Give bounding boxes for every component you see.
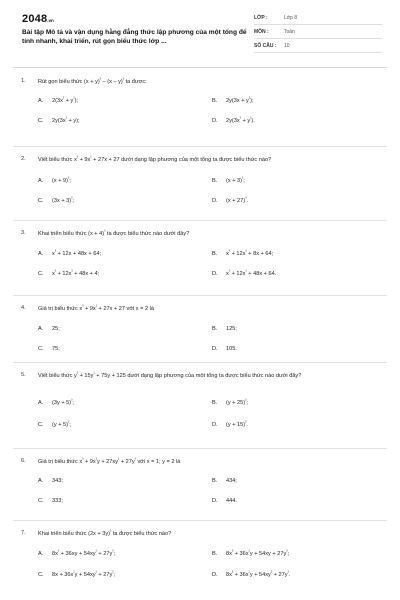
- answer-option-a[interactable]: [38, 251, 101, 257]
- meta-row-class: [254, 11, 382, 25]
- option-text: $(3y + 5)^{^3}$;: [52, 398, 74, 406]
- question-stem: Giá trị biểu thức $x^{^3} + 9x^{^2}y + 27xy^{^2} + 27y^{^3}$ với x = 1; y = 2 là: [38, 457, 181, 465]
- answer-option-b[interactable]: [212, 551, 289, 557]
- answer-option-d[interactable]: [212, 346, 237, 352]
- answer-option-d[interactable]: [212, 198, 248, 204]
- question-number: 2.: [21, 156, 26, 162]
- option-key: A.: [38, 98, 44, 104]
- brand-logo[interactable]: [22, 13, 54, 25]
- option-text: $8x^{^3} + 36x^{^2}y + 54xy^{^2} + 27y^{^3}$.: [226, 570, 291, 578]
- answer-option-c[interactable]: [38, 271, 99, 277]
- option-text: $2y(3x^{^2} + y)$;: [52, 116, 80, 124]
- option-text: 75;: [52, 346, 60, 352]
- option-text: $x^{^3} + 12x^{^2} + 8x + 64$;: [226, 249, 274, 257]
- option-text: $(y + 15)^{^3}$.: [226, 420, 248, 428]
- question-number: 5.: [21, 372, 26, 378]
- question-stem: Giá trị biểu thức $x^{^3} + 9x^{^2} + 27x + 27$ với x = 2 là: [38, 304, 154, 312]
- answer-option-c[interactable]: [38, 572, 115, 578]
- option-key: B.: [212, 98, 218, 104]
- option-key: B.: [212, 400, 218, 406]
- brand-name: 2048: [22, 13, 48, 25]
- question-stem: Rút gọn biểu thức $(x + y)^{^3} - (x - y)^{^3}$ ta được:: [38, 77, 147, 85]
- option-text: 125;: [226, 326, 237, 332]
- question-number: 1.: [21, 78, 26, 84]
- option-text: $(x + 27)^{^3}$.: [226, 196, 248, 204]
- header-divider: [13, 67, 387, 68]
- meta-box: [254, 11, 382, 53]
- option-text: $(3x + 3)^{^3}$;: [52, 196, 74, 204]
- answer-option-c[interactable]: [38, 346, 60, 352]
- option-key: C.: [38, 118, 44, 124]
- option-text: $(x + 3)^{^3}$;: [226, 176, 245, 184]
- answer-option-b[interactable]: [212, 98, 254, 104]
- answer-option-d[interactable]: [212, 422, 248, 428]
- answer-option-d[interactable]: [212, 572, 290, 578]
- option-key: A.: [38, 251, 44, 257]
- answer-option-b[interactable]: [212, 478, 237, 484]
- answer-option-d[interactable]: [212, 271, 276, 277]
- option-key: A.: [38, 400, 44, 406]
- question-stem: Viết biểu thức $y^{^3} + 15y^{^2} + 75y + 125$ dưới dạng lập phương của một tổng ta được biểu thức nào dưới đây?: [38, 371, 302, 379]
- option-text: $(x + 9)^{^3}$;: [52, 176, 71, 184]
- answer-option-a[interactable]: [38, 98, 78, 104]
- answer-option-b[interactable]: [212, 326, 237, 332]
- answer-option-a[interactable]: [38, 478, 63, 484]
- answer-option-b[interactable]: [212, 178, 245, 184]
- option-key: D.: [212, 422, 218, 428]
- option-text: 444.: [226, 498, 237, 504]
- option-key: D.: [212, 498, 218, 504]
- question-stem: Khai triển biểu thức $(x + 4)^{^3}$ ta được biểu thức nào dưới đây?: [38, 229, 190, 237]
- question-divider: [13, 220, 387, 221]
- option-key: B.: [212, 178, 218, 184]
- meta-row-subject: [254, 25, 382, 39]
- option-text: $2(3x^{^2} + y^{^2})$;: [52, 96, 79, 104]
- option-key: D.: [212, 118, 218, 124]
- meta-value: 10: [284, 43, 290, 49]
- option-key: C.: [38, 422, 44, 428]
- option-key: A.: [38, 551, 44, 557]
- answer-option-a[interactable]: [38, 551, 115, 557]
- answer-option-b[interactable]: [212, 251, 273, 257]
- option-text: $x^{^3} + 12x + 48x + 64$;: [52, 249, 102, 257]
- page-header: [0, 0, 400, 66]
- option-text: $x^{^3} + 12x^{^2} + 48x + 4$;: [52, 269, 100, 277]
- answer-option-a[interactable]: [38, 326, 60, 332]
- option-key: B.: [212, 251, 218, 257]
- option-key: D.: [212, 198, 218, 204]
- option-key: C.: [38, 271, 44, 277]
- option-text: 434;: [226, 478, 237, 484]
- question-divider: [13, 448, 387, 449]
- answer-option-c[interactable]: [38, 422, 71, 428]
- option-text: 105.: [226, 346, 237, 352]
- answer-option-d[interactable]: [212, 118, 255, 124]
- answer-option-a[interactable]: [38, 178, 71, 184]
- question-divider: [13, 520, 387, 521]
- option-key: C.: [38, 572, 44, 578]
- question-number: 7.: [21, 530, 26, 536]
- option-key: D.: [212, 271, 218, 277]
- option-text: $(y + 5)^{^3}$;: [52, 420, 71, 428]
- option-text: $(y + 25)^{^3}$;: [226, 398, 248, 406]
- meta-label: SỐ CÂU :: [254, 43, 277, 49]
- question-divider: [13, 146, 387, 147]
- meta-label: MÔN :: [254, 29, 269, 35]
- question-stem: Khai triển biểu thức $(2x + 3y)^{^3}$ ta được biểu thức nào?: [38, 529, 172, 537]
- option-text: $8x^{^3} + 36x^{^2}y + 54xy + 27y^{^3}$;: [226, 549, 290, 557]
- option-key: C.: [38, 346, 44, 352]
- question-divider: [13, 295, 387, 296]
- option-text: 343;: [52, 478, 63, 484]
- answer-option-a[interactable]: [38, 400, 74, 406]
- option-key: C.: [38, 498, 44, 504]
- option-text: 25;: [52, 326, 60, 332]
- brand-suffix: .vn: [47, 18, 54, 23]
- question-stem: Viết biểu thức $x^{^3} + 9x^{^2} + 27x + 27$ dưới dạng lập phương của một tổng ta được biểu thức nào?: [38, 155, 272, 163]
- answer-option-c[interactable]: [38, 118, 80, 124]
- option-key: A.: [38, 326, 44, 332]
- option-key: C.: [38, 198, 44, 204]
- option-text: $8x + 36x^{^2}y + 54xy^{^2} + 27y^{^3}$;: [52, 570, 116, 578]
- option-key: A.: [38, 478, 44, 484]
- option-key: D.: [212, 346, 218, 352]
- question-divider: [13, 362, 387, 363]
- option-key: B.: [212, 551, 218, 557]
- meta-value: Toán: [284, 29, 295, 35]
- meta-label: LỚP :: [254, 15, 268, 21]
- meta-row-count: [254, 39, 382, 53]
- option-text: $2y(3x^{^2} + y^{^2})$.: [226, 116, 255, 124]
- question-number: 3.: [21, 230, 26, 236]
- meta-value: Lớp 8: [284, 15, 298, 21]
- answer-option-d[interactable]: [212, 498, 237, 504]
- option-text: $2y(3x + y^{^2})$;: [226, 96, 254, 104]
- option-text: 333;: [52, 498, 63, 504]
- question-number: 6.: [21, 458, 26, 464]
- option-key: B.: [212, 326, 218, 332]
- answer-option-c[interactable]: [38, 198, 74, 204]
- option-text: $8x^{^3} + 36xy + 54xy^{^2} + 27y^{^3}$;: [52, 549, 116, 557]
- answer-option-b[interactable]: [212, 400, 248, 406]
- option-key: A.: [38, 178, 44, 184]
- document-title: Bài tập Mô tả và vận dụng hằng đẳng thức lập phương của một tổng để tính nhanh, khai triển, rút gọn biểu thức lớp ...: [22, 29, 247, 45]
- option-text: $x^{^3} + 12x^{^2} + 48x + 64$.: [226, 269, 277, 277]
- option-key: D.: [212, 572, 218, 578]
- answer-option-c[interactable]: [38, 498, 63, 504]
- option-key: B.: [212, 478, 218, 484]
- question-number: 4.: [21, 305, 26, 311]
